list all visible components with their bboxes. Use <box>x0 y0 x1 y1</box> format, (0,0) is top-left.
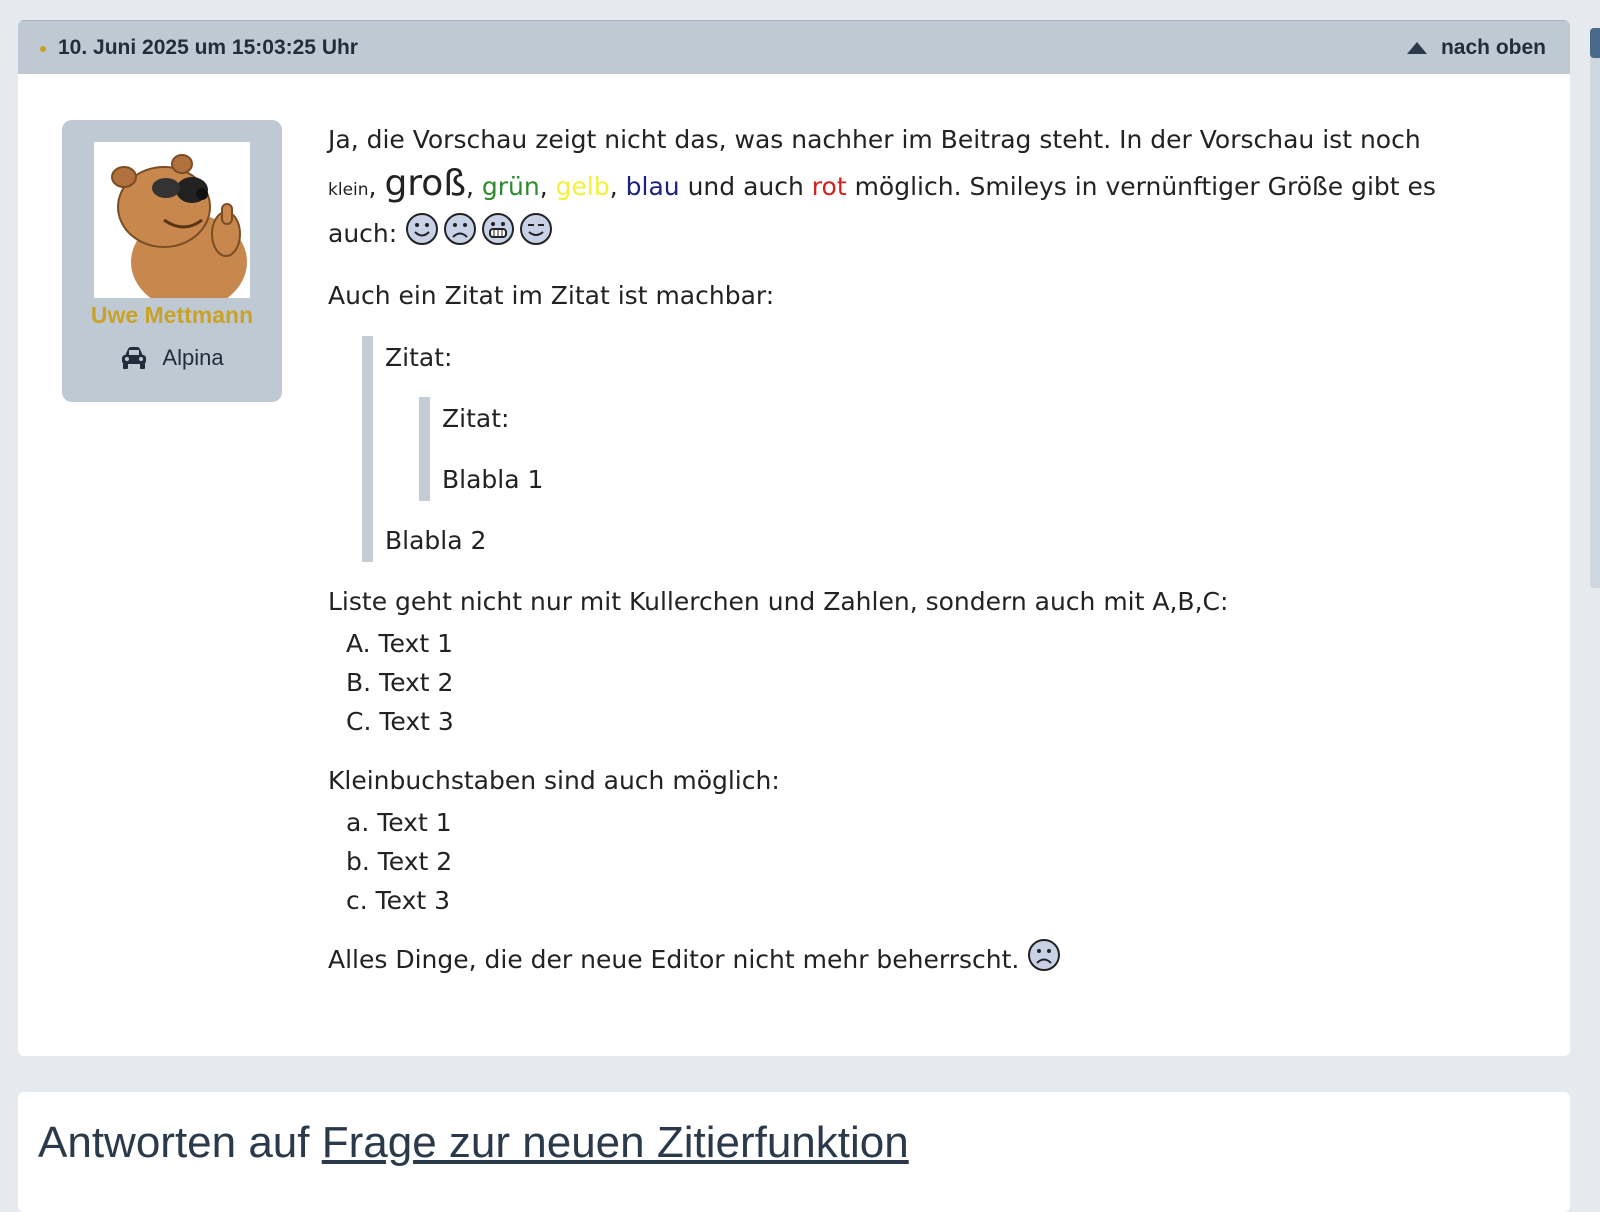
list-item: c. Text 3 <box>346 886 451 915</box>
post-header <box>18 20 1570 74</box>
replies-prefix: Antworten auf <box>38 1118 310 1167</box>
smiley-sad-icon <box>443 212 477 246</box>
text-smileys-sentence: möglich. Smileys in vernünftiger Größe gibt es <box>854 172 1436 201</box>
quote-inner <box>419 397 1553 501</box>
list-item: C. Text 3 <box>346 707 454 736</box>
list-item: a. Text 1 <box>346 808 452 837</box>
text-auch: auch: <box>328 219 398 248</box>
paragraph-formatting: Ja, die Vorschau zeigt nicht das, was nachher im Beitrag steht. In der Vorschau ist noch klein, groß, grün, gelb, blau und auch rot möglich. Smileys in vernünftiger Größe gibt es auch: <box>328 125 1436 248</box>
quote-label: Zitat: <box>442 404 510 433</box>
quote-outer <box>362 336 1553 562</box>
text-klein: klein <box>328 180 369 200</box>
paragraph-quote-intro: Auch ein Zitat im Zitat ist machbar: <box>328 281 775 310</box>
list-item: b. Text 2 <box>346 847 453 876</box>
forum-post <box>18 20 1570 1056</box>
text-und-auch: und auch <box>687 172 804 201</box>
list-item: B. Text 2 <box>346 668 454 697</box>
user-car <box>120 345 223 371</box>
quote-text: Blabla 1 <box>442 465 544 494</box>
smiley-grin-icon <box>481 212 515 246</box>
avatar[interactable] <box>94 142 250 298</box>
text-gross: groß <box>384 163 466 204</box>
user-car-label: Alpina <box>162 345 224 370</box>
paragraph-closing <box>328 938 1553 982</box>
smiley-happy-icon <box>405 212 439 246</box>
smiley-wink-icon <box>519 212 553 246</box>
replies-heading <box>38 1118 909 1168</box>
paragraph-list-intro: Liste geht nicht nur mit Kullerchen und Zahlen, sondern auch mit A,B,C: <box>328 587 1229 616</box>
text-gruen: grün <box>481 172 540 201</box>
replies-section <box>18 1092 1570 1212</box>
arrow-up-icon <box>1407 42 1427 54</box>
bullet-icon <box>40 46 46 52</box>
text-intro: Ja, die Vorschau zeigt nicht das, was nachher im Beitrag steht. In der Vorschau ist noch <box>328 125 1421 154</box>
sidebar-edge <box>1590 28 1600 588</box>
list-item: A. Text 1 <box>346 629 453 658</box>
quote-text: Blabla 2 <box>385 526 487 555</box>
paragraph-lowercase-intro: Kleinbuchstaben sind auch möglich: <box>328 766 780 795</box>
text-rot: rot <box>811 172 847 201</box>
car-icon <box>120 346 148 370</box>
list-upper-alpha <box>328 624 1553 741</box>
text-closing: Alles Dinge, die der neue Editor nicht mehr beherrscht. <box>328 945 1020 974</box>
list-lower-alpha <box>328 803 1553 920</box>
post-date <box>40 36 358 60</box>
post-content <box>328 118 1553 982</box>
smiley-sad-icon <box>1027 938 1061 972</box>
text-gelb: gelb <box>555 172 610 201</box>
username[interactable]: Uwe Mettmann <box>90 302 254 328</box>
post-timestamp: 10. Juni 2025 um 15:03:25 Uhr <box>58 35 358 59</box>
back-to-top-link[interactable] <box>1407 36 1546 60</box>
quote-label: Zitat: <box>385 343 453 372</box>
text-blau: blau <box>625 172 680 201</box>
back-to-top-label: nach oben <box>1440 35 1546 59</box>
user-card <box>62 120 282 402</box>
sidebar-tab[interactable] <box>1590 28 1600 58</box>
topic-link[interactable]: Frage zur neuen Zitierfunktion <box>321 1118 909 1167</box>
